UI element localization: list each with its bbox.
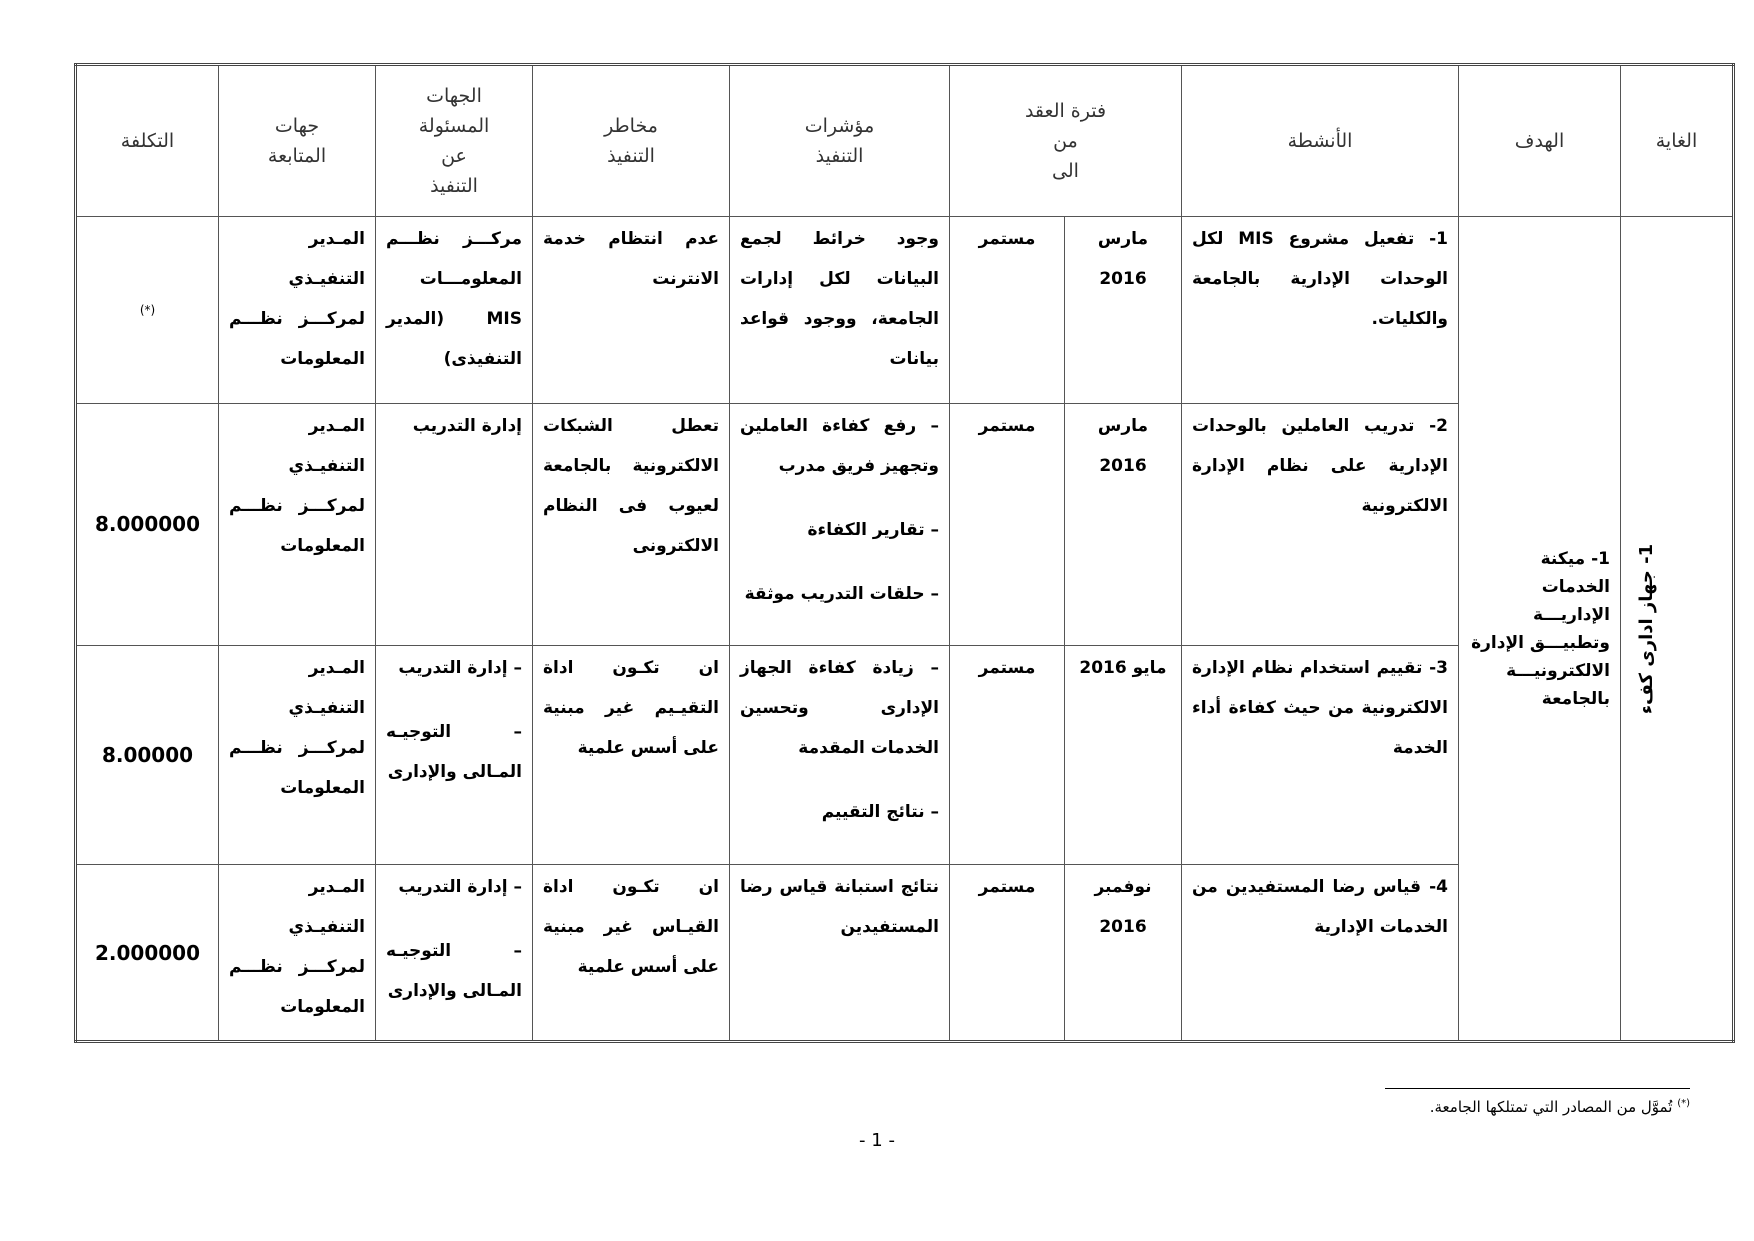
header-cost: التكلفة [76, 65, 219, 217]
activity-cell: 4- قياس رضا المستفيدين من الخدمات الإدارية [1182, 865, 1459, 1042]
responsible-cell: – إدارة التدريب – التوجيـه المـالى والإدارى [376, 865, 533, 1042]
responsible-cell: مركـــز نظـــم المعلومـــات MIS (المدير التنفيذى) [376, 217, 533, 404]
cost-cell: (*) [76, 217, 219, 404]
header-risks: مخاطر التنفيذ [533, 65, 730, 217]
activity-cell: 2- تدريب العاملين بالوحدات الإدارية على نظام الإدارة الالكترونية [1182, 403, 1459, 645]
period-from-cell: نوفمبر 2016 [1065, 865, 1182, 1042]
period-to-cell: مستمر [950, 217, 1065, 404]
footnote-marker: (*) [1677, 1098, 1690, 1109]
header-responsible: الجهات المسئولة عن التنفيذ [376, 65, 533, 217]
responsible-cell: – إدارة التدريب – التوجيـه المـالى والإدارى [376, 645, 533, 865]
period-from-cell: مايو 2016 [1065, 645, 1182, 865]
header-goal: الهدف [1459, 65, 1621, 217]
period-to-cell: مستمر [950, 403, 1065, 645]
period-to-cell: مستمر [950, 645, 1065, 865]
followup-cell: المـدير التنفيـذي لمركـــز نظـــم المعلومات [219, 217, 376, 404]
indicators-cell: – رفع كفاءة العاملين وتجهيز فريق مدرب – تقارير الكفاءة – حلقات التدريب موثقة [730, 403, 950, 645]
cost-cell: 8.000000 [76, 403, 219, 645]
followup-cell: المـدير التنفيـذي لمركـــز نظـــم المعلومات [219, 865, 376, 1042]
aim-cell: 1- جهاز ادارى كفء [1621, 217, 1734, 1042]
header-contract-period: فترة العقد من الى [950, 65, 1182, 217]
table-row [76, 217, 1734, 404]
cost-cell: 8.00000 [76, 645, 219, 865]
period-to-cell: مستمر [950, 865, 1065, 1042]
followup-cell: المـدير التنفيـذي لمركـــز نظـــم المعلومات [219, 403, 376, 645]
indicators-cell: وجود خرائط لجمع البيانات لكل إدارات الجامعة، ووجود قواعد بيانات [730, 217, 950, 404]
activity-cell: 3- تقييم استخدام نظام الإدارة الالكترونية من حيث كفاءة أداء الخدمة [1182, 645, 1459, 865]
period-from-cell: مارس 2016 [1065, 403, 1182, 645]
indicators-cell: – زيادة كفاءة الجهاز الإدارى وتحسين الخدمات المقدمة – نتائج التقييم [730, 645, 950, 865]
risks-cell: ان تكـون اداة القيـاس غير مبنية على أسس علمية [533, 865, 730, 1042]
followup-cell: المـدير التنفيـذي لمركـــز نظـــم المعلومات [219, 645, 376, 865]
goal-cell: 1- ميكنة الخدمات الإداريـــة وتطبيـــق الإدارة الالكترونيـــة بالجامعة [1459, 217, 1621, 1042]
strategic-plan-table [74, 63, 1735, 1043]
header-followup: جهات المتابعة [219, 65, 376, 217]
cost-cell: 2.000000 [76, 865, 219, 1042]
footnote-divider [1385, 1088, 1690, 1089]
period-from-cell: مارس 2016 [1065, 217, 1182, 404]
header-row [76, 65, 1734, 217]
risks-cell: ان تكـون اداة التقيـيم غير مبنية على أسس علمية [533, 645, 730, 865]
footnote [1200, 1098, 1690, 1116]
header-aim: الغاية [1621, 65, 1734, 217]
header-activities: الأنشطة [1182, 65, 1459, 217]
responsible-cell: إدارة التدريب [376, 403, 533, 645]
footnote-text: تُموَّل من المصادر التي تمتلكها الجامعة. [1429, 1098, 1673, 1116]
activity-cell: 1- تفعيل مشروع MIS لكل الوحدات الإدارية بالجامعة والكليات. [1182, 217, 1459, 404]
header-indicators: مؤشرات التنفيذ [730, 65, 950, 217]
risks-cell: عدم انتظام خدمة الانترنت [533, 217, 730, 404]
risks-cell: تعطل الشبكات الالكترونية بالجامعة لعيوب فى النظام الالكترونى [533, 403, 730, 645]
indicators-cell: نتائج استبانة قياس رضا المستفيدين [730, 865, 950, 1042]
page-number: - 1 - [859, 1130, 895, 1151]
